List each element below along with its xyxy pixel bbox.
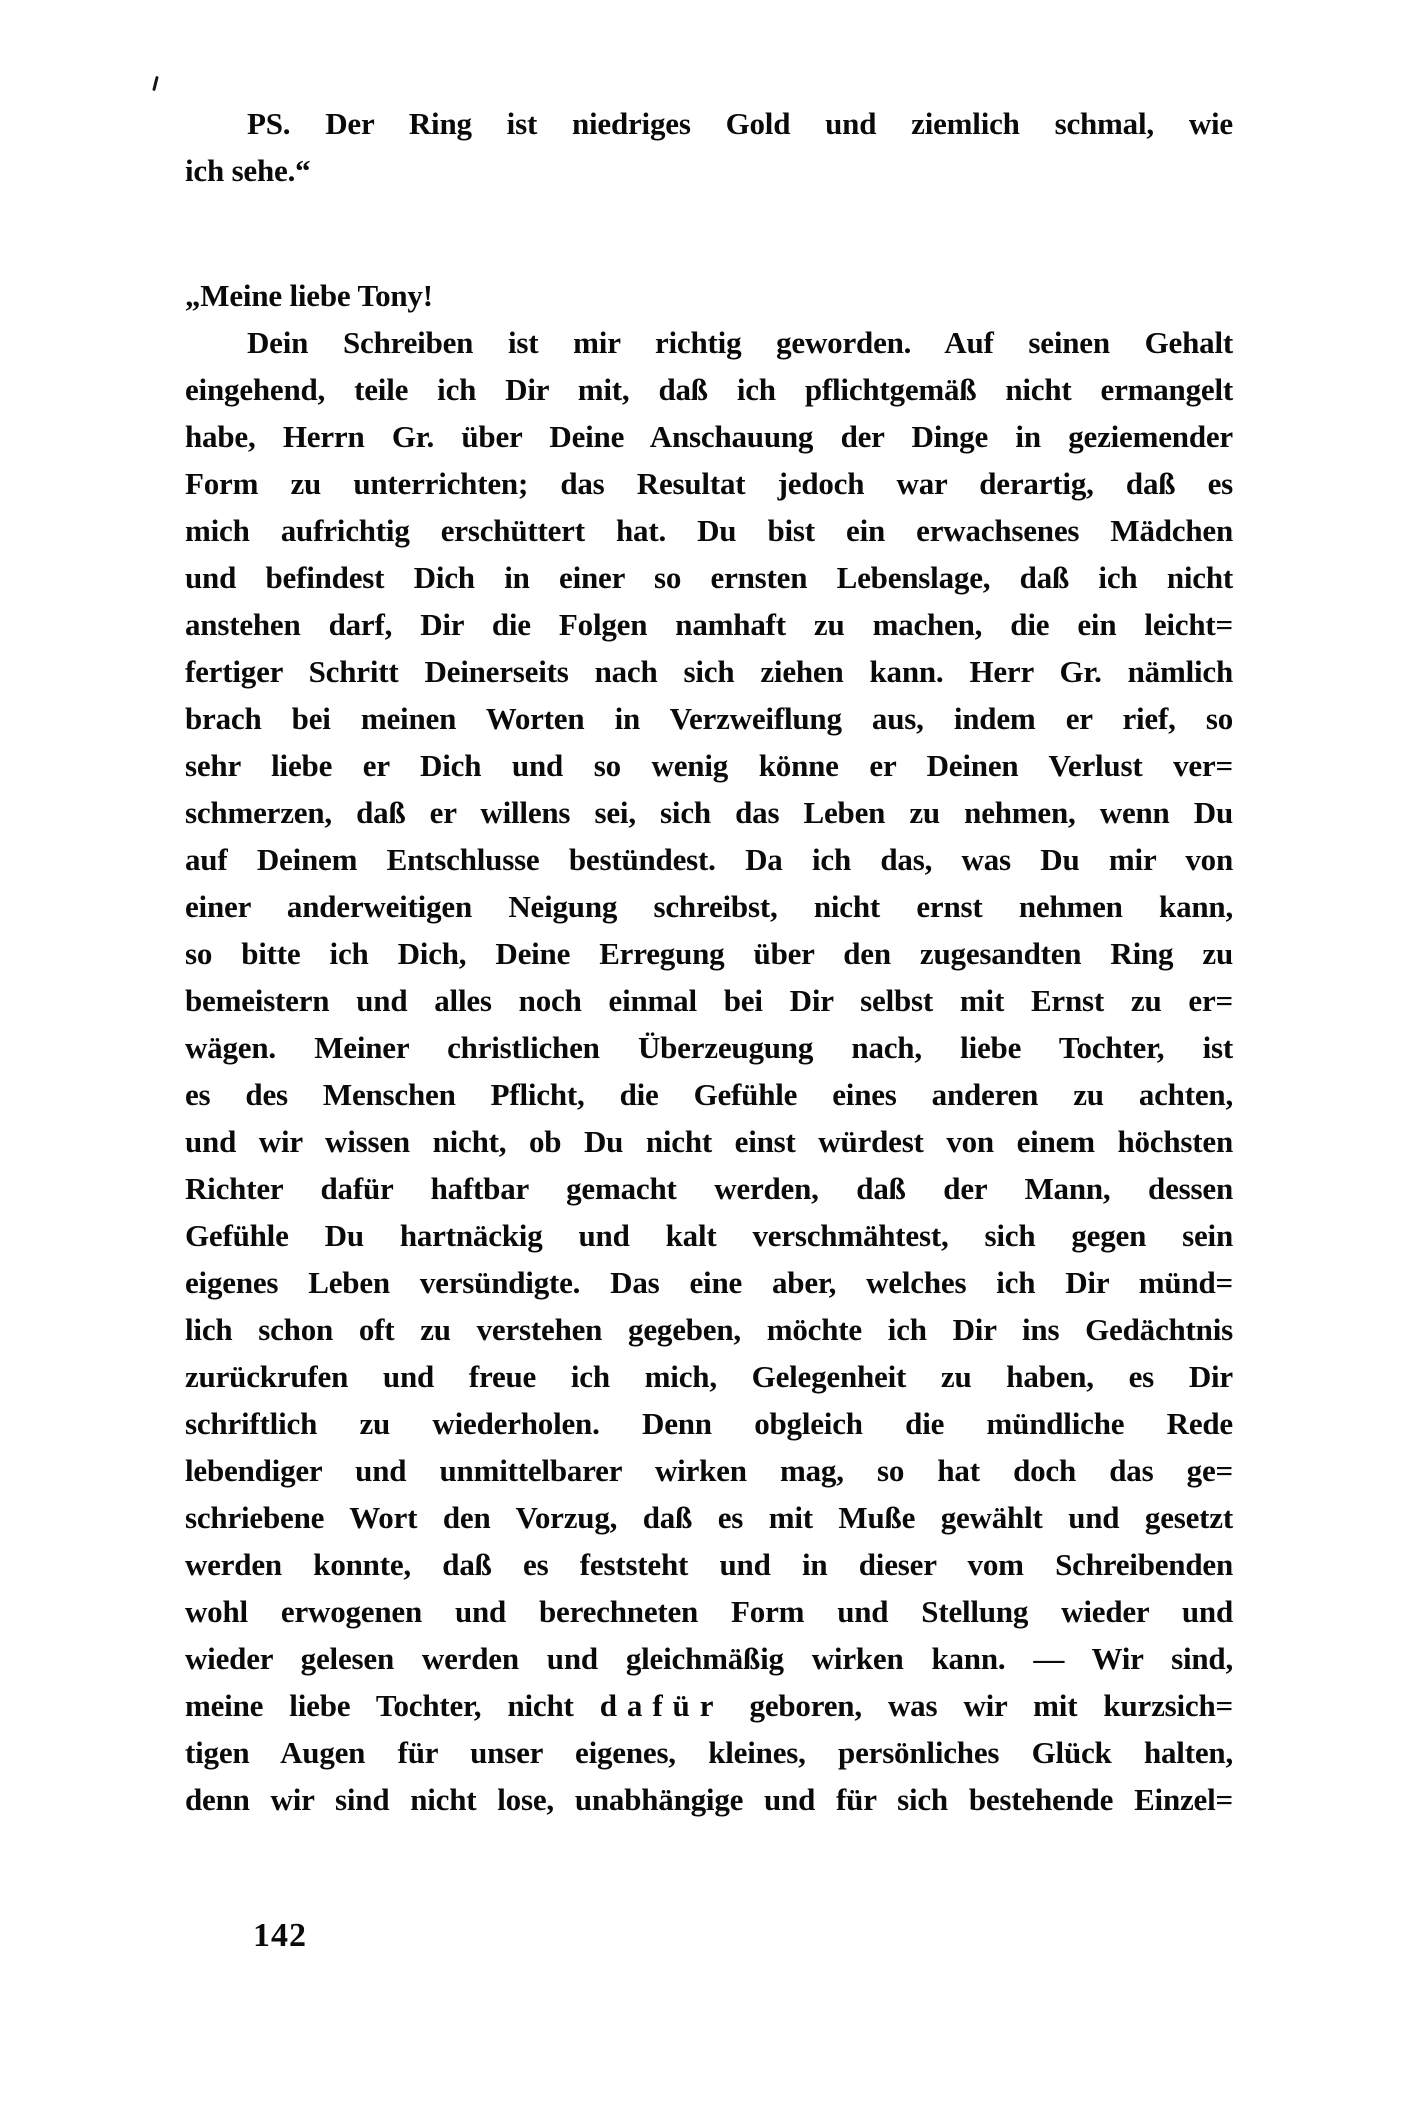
text-segment: geboren, was wir mit kurzsich=: [723, 1688, 1233, 1723]
scan-artifact-mark: [152, 76, 159, 91]
text-line: lebendiger und unmittelbarer wirken mag, so hat doch das ge=: [185, 1453, 1233, 1488]
text-line: fertiger Schritt Deinerseits nach sich ziehen kann. Herr Gr. nämlich: [185, 654, 1233, 689]
text-line: mich aufrichtig erschüttert hat. Du bist ein erwachsenes Mädchen: [185, 513, 1233, 548]
text-line: werden konnte, daß es feststeht und in dieser vom Schreibenden: [185, 1547, 1233, 1582]
text-line: habe, Herrn Gr. über Deine Anschauung der Dinge in geziemender: [185, 419, 1233, 454]
text-line: brach bei meinen Worten in Verzweiflung aus, indem er rief, so: [185, 701, 1233, 736]
text-line: Dein Schreiben ist mir richtig geworden. Auf seinen Gehalt: [247, 325, 1233, 360]
text-line: einer anderweitigen Neigung schreibst, nicht ernst nehmen kann,: [185, 889, 1233, 924]
text-line: zurückrufen und freue ich mich, Gelegenheit zu haben, es Dir: [185, 1359, 1233, 1394]
text-line: ich sehe.“: [185, 153, 311, 188]
letter-salutation: [185, 272, 1233, 319]
emphasized-word: dafür: [599, 1688, 724, 1723]
text-line: und befindest Dich in einer so ernsten Lebenslage, daß ich nicht: [185, 560, 1233, 595]
text-line: wägen. Meiner christlichen Überzeugung nach, liebe Tochter, ist: [185, 1030, 1233, 1065]
text-block: [185, 100, 1233, 1823]
text-line: wieder gelesen werden und gleichmäßig wirken kann. — Wir sind,: [185, 1641, 1233, 1676]
text-line: Gefühle Du hartnäckig und kalt verschmähtest, sich gegen sein: [185, 1218, 1233, 1253]
text-line: „Meine liebe Tony!: [185, 278, 433, 313]
text-line: lich schon oft zu verstehen gegeben, möchte ich Dir ins Gedächtnis: [185, 1312, 1233, 1347]
text-line: und wir wissen nicht, ob Du nicht einst würdest von einem höchsten: [185, 1124, 1233, 1159]
text-line: sehr liebe er Dich und so wenig könne er Deinen Verlust ver=: [185, 748, 1233, 783]
text-line: bemeistern und alles noch einmal bei Dir selbst mit Ernst zu er=: [185, 983, 1233, 1018]
text-line: eingehend, teile ich Dir mit, daß ich pflichtgemäß nicht ermangelt: [185, 372, 1233, 407]
text-line: Form zu unterrichten; das Resultat jedoch war derartig, daß es: [185, 466, 1233, 501]
page-number: 142: [253, 1917, 307, 1954]
text-segment: meine liebe Tochter, nicht: [185, 1688, 600, 1723]
text-line: eigenes Leben versündigte. Das eine aber, welches ich Dir münd=: [185, 1265, 1233, 1300]
text-line: tigen Augen für unser eigenes, kleines, persönliches Glück halten,: [185, 1735, 1233, 1770]
text-line: auf Deinem Entschlusse bestündest. Da ich das, was Du mir von: [185, 842, 1233, 877]
text-line: Richter dafür haftbar gemacht werden, daß der Mann, dessen: [185, 1171, 1233, 1206]
text-line: so bitte ich Dich, Deine Erregung über den zugesandten Ring zu: [185, 936, 1233, 971]
postscript-paragraph: [185, 100, 1233, 194]
text-line: wohl erwogenen und berechneten Form und Stellung wieder und: [185, 1594, 1233, 1629]
text-line: PS. Der Ring ist niedriges Gold und ziemlich schmal, wie: [247, 106, 1233, 141]
text-line: anstehen darf, Dir die Folgen namhaft zu machen, die ein leicht=: [185, 607, 1233, 642]
letter-body: [185, 319, 1233, 1823]
text-line: [185, 1682, 1233, 1729]
text-line: schmerzen, daß er willens sei, sich das Leben zu nehmen, wenn Du: [185, 795, 1233, 830]
text-line: es des Menschen Pflicht, die Gefühle eines anderen zu achten,: [185, 1077, 1233, 1112]
text-line: denn wir sind nicht lose, unabhängige und für sich bestehende Einzel=: [185, 1782, 1233, 1817]
text-line: schriebene Wort den Vorzug, daß es mit Muße gewählt und gesetzt: [185, 1500, 1233, 1535]
text-line: schriftlich zu wiederholen. Denn obgleich die mündliche Rede: [185, 1406, 1233, 1441]
